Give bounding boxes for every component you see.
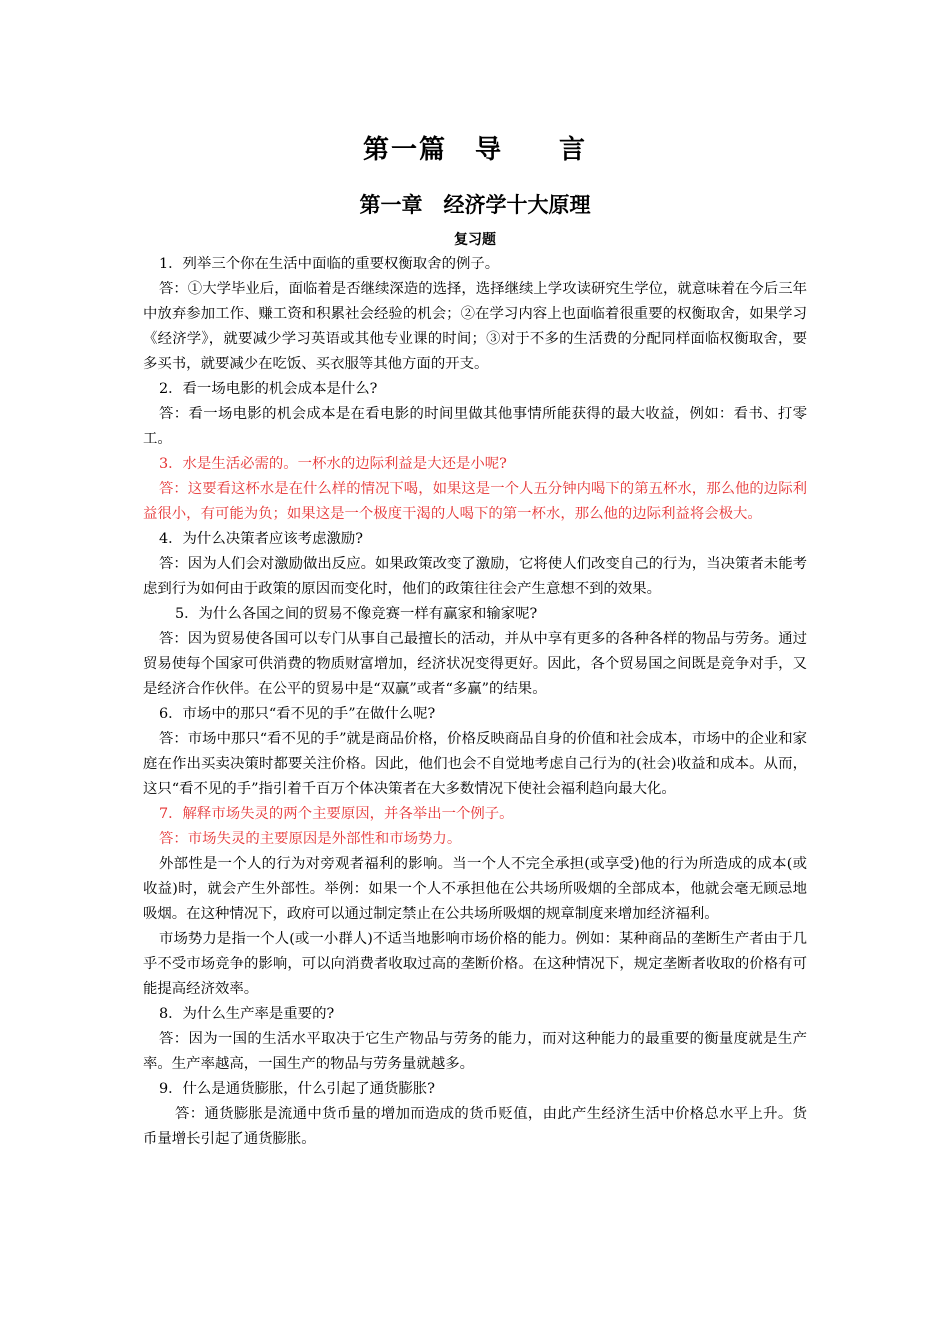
paragraph-a6: 答：市场中那只“看不见的手”就是商品价格，价格反映商品自身的价值和社会成本，市场中的企业和家庭在作出买卖决策时都要关注价格。因此，他们也会不自觉地考虑自己行为的(社会)收益和成本。从而，这只“看不见的手”指引着千百万个体决策者在大多数情况下使社会福利趋向最大化。 xyxy=(143,731,807,797)
paragraph-q7: 7．解释市场失灵的两个主要原因，并各举出一个例子。 xyxy=(159,806,514,822)
body-text xyxy=(143,252,807,1152)
paragraph-a9: 答：通货膨胀是流通中货币量的增加而造成的货币贬值，由此产生经济生活中价格总水平上升。货币量增长引起了通货膨胀。 xyxy=(143,1106,807,1147)
paragraph-a7-market-power: 市场势力是指一个人(或一小群人)不适当地影响市场价格的能力。例如：某种商品的垄断生产者由于几乎不受市场竞争的影响，可以向消费者收取过高的垄断价格。在这种情况下，规定垄断者收取的价格有可能提高经济效率。 xyxy=(143,931,807,997)
document-page xyxy=(143,130,807,1152)
part-title: 第一篇 导 言 xyxy=(362,135,587,165)
paragraph-a1: 答：①大学毕业后，面临着是否继续深造的选择，选择继续上学攻读研究生学位，就意味着在今后三年中放弃参加工作、赚工资和积累社会经验的机会；②在学习内容上也面临着很重要的权衡取舍，如果学习《经济学》，就要减少学习英语或其他专业课的时间；③对于不多的生活费的分配同样面临权衡取舍，要多买书，就要减少在吃饭、买衣服等其他方面的开支。 xyxy=(143,281,807,372)
chapter-title: 第一章 经济学十大原理 xyxy=(359,192,591,217)
paragraph-q9: 9．什么是通货膨胀，什么引起了通货膨胀? xyxy=(159,1081,435,1097)
paragraph-a3: 答：这要看这杯水是在什么样的情况下喝，如果这是一个人五分钟内喝下的第五杯水，那么他的边际利益很小，有可能为负；如果这是一个极度干渴的人喝下的第一杯水，那么他的边际利益将会极大。 xyxy=(143,481,807,522)
paragraph-q2: 2．看一场电影的机会成本是什么? xyxy=(159,381,378,397)
paragraph-q3: 3．水是生活必需的。一杯水的边际利益是大还是小呢? xyxy=(159,456,507,472)
paragraph-q8: 8．为什么生产率是重要的? xyxy=(159,1006,335,1022)
section-title: 复习题 xyxy=(454,232,496,248)
paragraph-a7-externality: 外部性是一个人的行为对旁观者福利的影响。当一个人不完全承担(或享受)他的行为所造成的成本(或收益)时，就会产生外部性。举例：如果一个人不承担他在公共场所吸烟的全部成本，他就会毫无顾忌地吸烟。在这种情况下，政府可以通过制定禁止在公共场所吸烟的规章制度来增加经济福利。 xyxy=(143,856,807,922)
paragraph-q6: 6．市场中的那只“看不见的手”在做什么呢? xyxy=(159,706,436,722)
paragraph-a4: 答：因为人们会对激励做出反应。如果政策改变了激励，它将使人们改变自己的行为，当决策者未能考虑到行为如何由于政策的原因而变化时，他们的政策往往会产生意想不到的效果。 xyxy=(143,556,807,597)
paragraph-q5: 5．为什么各国之间的贸易不像竞赛一样有赢家和输家呢? xyxy=(175,606,538,622)
paragraph-q1: 1．列举三个你在生活中面临的重要权衡取舍的例子。 xyxy=(159,256,500,272)
paragraph-q4: 4．为什么决策者应该考虑激励? xyxy=(159,531,363,547)
paragraph-a7: 答：市场失灵的主要原因是外部性和市场势力。 xyxy=(159,831,462,847)
paragraph-a5: 答：因为贸易使各国可以专门从事自己最擅长的活动，并从中享有更多的各种各样的物品与劳务。通过贸易使每个国家可供消费的物质财富增加，经济状况变得更好。因此，各个贸易国之间既是竞争对手，又是经济合作伙伴。在公平的贸易中是“双赢”或者“多赢”的结果。 xyxy=(143,631,807,697)
paragraph-a2: 答：看一场电影的机会成本是在看电影的时间里做其他事情所能获得的最大收益，例如：看书、打零工。 xyxy=(143,406,807,447)
paragraph-a8: 答：因为一国的生活水平取决于它生产物品与劳务的能力，而对这种能力的最重要的衡量度就是生产率。生产率越高，一国生产的物品与劳务量就越多。 xyxy=(143,1031,807,1072)
